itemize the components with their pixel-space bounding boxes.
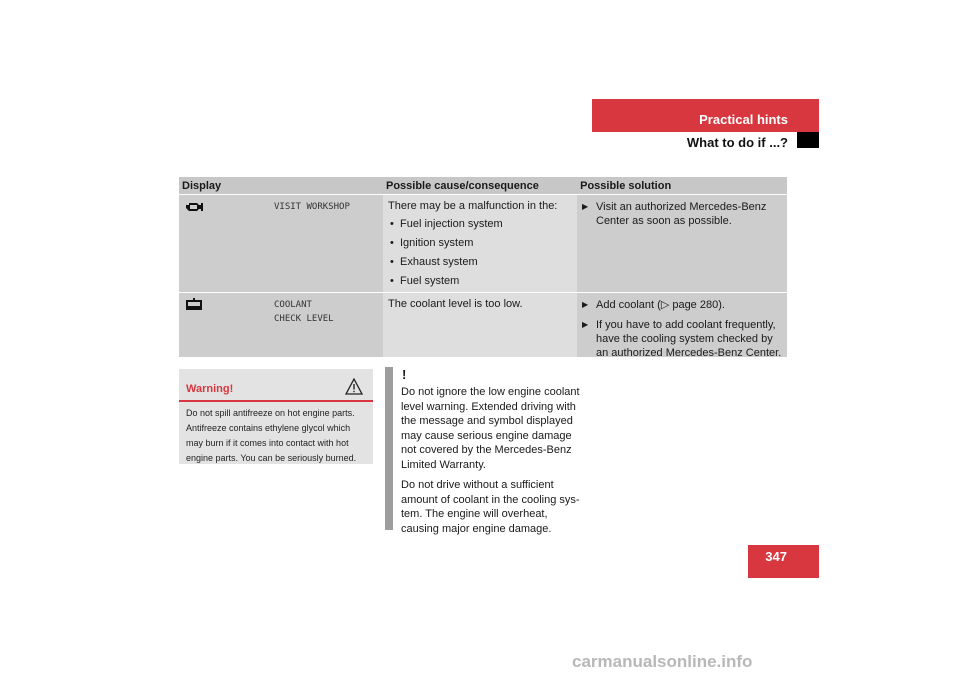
list-item: • Ignition system [388, 237, 573, 250]
warning-text: Do not spill antifreeze on hot engine parts. Antifreeze contains ethylene glycol which may burn if it comes into contact with hot engine parts. You can be seriously burned. [186, 408, 357, 463]
notice-paragraph: Do not drive without a sufficient amount of coolant in the cooling sys-tem. The engine will overheat, causing major engine damage. [401, 479, 580, 535]
cause-intro: There may be a malfunction in the: [388, 200, 558, 212]
warning-divider [179, 400, 373, 402]
list-item: • Fuel injection system [388, 218, 573, 231]
header-marker [797, 132, 819, 148]
table-row [179, 195, 787, 292]
coolant-icon [184, 298, 204, 312]
page-number-box [748, 545, 819, 578]
table-header [179, 177, 787, 194]
list-item: • Fuel system [388, 275, 573, 288]
list-item: • Exhaust system [388, 256, 573, 269]
display-cell [179, 195, 383, 292]
display-message: VISIT WORKSHOP [274, 202, 350, 212]
warning-box [179, 369, 373, 464]
display-cell [179, 293, 383, 357]
solution-step: ▶ Visit an authorized Mercedes-Benz Center as soon as possible. [582, 200, 783, 228]
solution-cell [577, 293, 787, 357]
solution-step: ▶ Add coolant (▷ page 280). [582, 298, 783, 312]
message-table [179, 177, 787, 357]
warning-triangle-icon [345, 378, 363, 395]
notice-sidebar [385, 367, 393, 530]
cause-intro: The coolant level is too low. [388, 298, 523, 310]
watermark: carmanualsonline.info [572, 652, 753, 671]
header-display: Display [182, 180, 222, 192]
notice-paragraph: Do not ignore the low engine coolant level warning. Extended driving with the message and symbol displayed may cause serious engine damage not covered by the Mercedes-Benz Limited Warranty. [401, 386, 580, 471]
warning-title: Warning! [186, 383, 234, 395]
solution-step: ▶ If you have to add coolant frequently, have the cooling system checked by an authorized Mercedes-Benz Center. [582, 318, 783, 360]
engine-malfunction-icon [184, 200, 204, 214]
section-header-bar [592, 99, 819, 132]
header-cause: Possible cause/consequence [385, 180, 539, 192]
table-row [179, 293, 787, 357]
solution-cell [577, 195, 787, 292]
cause-cell [383, 195, 577, 292]
section-title: Practical hints [699, 112, 788, 127]
cause-cell [383, 293, 577, 357]
notice-symbol: ! [402, 367, 407, 382]
page-number: 347 [765, 549, 787, 564]
display-message-line2: CHECK LEVEL [274, 314, 334, 324]
header-solution: Possible solution [580, 180, 672, 192]
display-message-line1: COOLANT [274, 300, 312, 310]
subsection-title: What to do if ...? [686, 135, 788, 150]
